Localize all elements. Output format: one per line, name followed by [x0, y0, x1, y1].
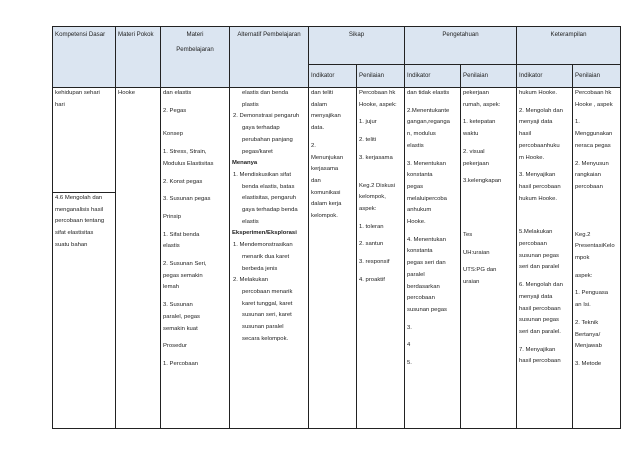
text-line: berbeda jenis: [242, 265, 278, 272]
text-line: 4: [407, 342, 411, 349]
text-line: 3.: [407, 324, 412, 331]
text-line: gangan,regangа: [407, 119, 450, 126]
text-line: hukum Hooke.: [519, 90, 557, 96]
text-line: 3. Susunan pegas: [163, 196, 211, 203]
text-line: 2. visual: [463, 148, 485, 155]
peng-indikator-cell: [405, 88, 461, 429]
text-line: 3. Menyajikan: [519, 172, 556, 179]
text-line: hari: [55, 101, 65, 108]
header-pengetahuan: Pengetahuan: [405, 27, 517, 65]
text-line: mpok: [575, 255, 590, 262]
text-line: suatu bahan: [55, 241, 88, 248]
header-materi-pokok: Materi Pokok: [116, 27, 161, 88]
sikap-indikator-cell: [309, 88, 357, 429]
text-line: dalam kerja: [311, 201, 342, 208]
text-line: hasil percobaan: [519, 358, 561, 365]
text-line: menganalisis hasil: [55, 206, 104, 213]
text-line: 2. Menyusun: [575, 160, 609, 167]
text-line: hukum Hooke.: [519, 195, 557, 202]
text-line: komunikasi: [311, 189, 341, 196]
text-line: dan: [311, 177, 321, 184]
text-line: 2. Mengolah dan: [519, 107, 563, 114]
text-line: pegas: [407, 183, 424, 190]
text-line: 2. Melakukan: [233, 277, 269, 284]
text-line: Prosedur: [163, 343, 187, 350]
alternatif-cell: [230, 88, 309, 429]
text-line: menyaji data: [519, 293, 553, 300]
text-line: menyajikan: [311, 113, 341, 120]
text-line: elastis: [242, 218, 259, 225]
text-line: rangkaian: [575, 172, 601, 179]
text-line: dalam: [311, 101, 328, 108]
text-line: 4. Menentukan: [407, 236, 446, 243]
text-line: konstanta: [407, 248, 433, 255]
text-line: lemah: [163, 284, 180, 291]
text-line: 2.Menentukante: [407, 107, 450, 114]
text-line: aspek:: [575, 272, 593, 279]
text-line: rumah, aspek:: [463, 101, 501, 108]
text-line: secara kelompok.: [242, 335, 289, 342]
text-line: 3. responsif: [359, 259, 390, 266]
text-line: 3.kelengkapan: [463, 178, 502, 185]
section-heading: Eksperimen/Eksplorasi: [232, 230, 297, 237]
text-line: Hooke, aspek:: [359, 101, 397, 108]
text-line: 2. Demonstrasi pengaruh: [233, 113, 300, 120]
text-line: 3. Menentukan: [407, 160, 446, 167]
text-line: menyaji data: [519, 119, 553, 126]
header-keterampilan: Keterampilan: [517, 27, 621, 65]
text-line: 1. Mendemonstrasikan: [233, 242, 293, 249]
text-line: konstanta: [407, 172, 433, 179]
text-line: 1.: [575, 119, 580, 126]
text-line: pekerjaan: [463, 160, 489, 167]
text-line: susunan pegas: [519, 252, 559, 259]
text-line: kehidupan sehari: [55, 90, 100, 96]
text-line: pegas seri dan: [407, 260, 446, 267]
text-line: an Isi.: [575, 302, 591, 309]
text-line: kerjasama: [311, 166, 339, 173]
text-line: 6. Mengolah dan: [519, 282, 563, 289]
text-line: percobaan tentang: [55, 218, 105, 225]
sikap-penilaian-cell: [357, 88, 405, 429]
text-line: 2. Susunan Seri,: [163, 261, 207, 268]
text-line: elastis: [163, 243, 180, 250]
text-line: pegas semakin: [163, 272, 203, 279]
materi-pokok-cell: [116, 88, 161, 429]
text-line: semakin kuat: [163, 325, 198, 332]
text-line: plastis: [242, 101, 259, 108]
text-line: susunan paralel: [242, 324, 284, 331]
section-heading: Menanya: [232, 160, 258, 167]
text-line: hasil: [519, 131, 532, 138]
text-line: 1. Sifat benda: [163, 231, 200, 238]
header-peng-indikator: Indikator: [405, 65, 461, 88]
text-line: Hooke , aspek: [575, 101, 613, 108]
text-line: 3. Susunan: [163, 302, 193, 309]
text-line: 2. teliti: [359, 137, 377, 144]
text-line: Modulus Elastisitas: [163, 160, 214, 167]
text-line: seri dan paralel: [519, 264, 560, 271]
text-line: n, modulus: [407, 131, 436, 138]
text-line: 7. Menyajikan: [519, 346, 556, 353]
text-line: hasil percobaan: [519, 305, 561, 312]
text-line: PresentasiKelo: [575, 243, 615, 250]
text-line: seri dan paralel.: [519, 328, 561, 335]
text-line: 2. Konst pegas: [163, 178, 203, 185]
text-line: paralel, pegas: [163, 313, 201, 320]
text-line: susunan seri, karet: [242, 312, 292, 319]
header-materi-pembelajaran: Materi Pembelajaran: [161, 27, 230, 88]
text-line: 2. Teknik: [575, 319, 599, 326]
text-line: perubahan panjang: [242, 136, 293, 143]
text-line: 4.6 Mengolah dan: [55, 195, 103, 201]
text-line: Percobaan hk: [359, 90, 396, 96]
peng-penilaian-cell: [461, 88, 517, 429]
text-line: benda elastis, batas: [242, 183, 295, 190]
text-line: uraian: [463, 279, 480, 286]
header-kompetensi: Kompetensi Dasar: [53, 27, 116, 88]
text-line: Keg.2 Diskusi: [359, 182, 396, 189]
text-line: kelompok.: [311, 213, 338, 220]
header-ket-indikator: Indikator: [517, 65, 573, 88]
text-line: melaluipercoba: [407, 195, 447, 202]
text-line: 5.Melakukan: [519, 229, 553, 236]
text-line: percobaan: [407, 295, 435, 302]
text-line: percobaan: [519, 241, 547, 248]
text-line: menarik dua karet: [242, 253, 290, 260]
text-line: elastis dan benda: [242, 90, 289, 96]
header-sikap-penilaian: Penilaian: [357, 65, 405, 88]
text-line: anhukum: [407, 207, 432, 214]
text-line: 5.: [407, 360, 412, 367]
header-sikap: Sikap: [309, 27, 405, 65]
text-line: neraca pegas: [575, 142, 611, 149]
text-line: Hooke: [118, 90, 136, 96]
text-line: Menunjukan: [311, 154, 344, 161]
text-line: Hooke.: [407, 219, 426, 226]
header-ket-penilaian: Penilaian: [573, 65, 621, 88]
text-line: 2.: [311, 142, 316, 149]
ket-indikator-cell: [517, 88, 573, 429]
text-line: dan teliti: [311, 90, 333, 96]
text-line: Menjawab: [575, 343, 602, 350]
text-line: gaya terhadap benda: [242, 207, 298, 214]
text-line: kelompok,: [359, 194, 386, 201]
text-line: 4. proaktif: [359, 276, 385, 283]
text-line: pekerjaan: [463, 90, 489, 96]
text-line: berdasarkan: [407, 283, 440, 290]
text-line: UH:uraian: [463, 249, 490, 256]
text-line: percobaanhuku: [519, 142, 560, 149]
text-line: elastis: [407, 142, 424, 149]
text-line: 1. Mendiskusikan sifat: [233, 171, 291, 178]
text-line: elastisitas, pengaruh: [242, 195, 297, 202]
text-line: paralel: [407, 271, 425, 278]
text-line: Tes: [463, 231, 473, 238]
header-sikap-indikator: Indikator: [309, 65, 357, 88]
text-line: waktu: [463, 131, 479, 138]
text-line: sifat elastisitas: [55, 230, 94, 237]
text-line: dan elastis: [163, 90, 192, 96]
text-line: 1. Penguasa: [575, 290, 609, 297]
text-line: karet tunggal, karet: [242, 300, 293, 307]
text-line: percobaan: [575, 183, 603, 190]
text-line: Prinsip: [163, 213, 182, 220]
text-line: 2. Pegas: [163, 107, 187, 114]
materi-pembelajaran-cell: [161, 88, 230, 429]
text-line: m Hooke.: [519, 154, 545, 161]
text-line: Percobaan hk: [575, 90, 612, 96]
text-line: gaya terhadap: [242, 125, 280, 132]
kompetensi-cell-top: [53, 88, 116, 193]
text-line: dan tidak elastis: [407, 90, 450, 96]
text-line: 3. kerjasama: [359, 154, 393, 161]
ket-penilaian-cell: [573, 88, 621, 429]
text-line: 2. santun: [359, 241, 384, 248]
text-line: susunan pegas: [519, 317, 559, 324]
text-line: percobaan menarik: [242, 288, 293, 295]
text-line: susunan pegas: [407, 306, 447, 313]
text-line: 1. Stress, Strain,: [163, 149, 207, 156]
text-line: hasil percobaan: [519, 183, 561, 190]
text-line: Keg.2: [575, 231, 591, 238]
rpp-table: [52, 26, 621, 429]
text-line: 1. Percobaan: [163, 360, 199, 367]
text-line: 1. jujur: [359, 119, 377, 126]
text-line: pegas/karet: [242, 148, 273, 155]
text-line: 3. Metode: [575, 360, 602, 367]
text-line: Konsep: [163, 131, 183, 138]
text-line: data.: [311, 125, 325, 132]
header-peng-penilaian: Penilaian: [461, 65, 517, 88]
text-line: Bertanya/: [575, 331, 601, 338]
text-line: UTS:PG dan: [463, 267, 497, 274]
kompetensi-cell-bottom: [53, 193, 116, 429]
header-alternatif: Alternatif Pembelajaran: [230, 27, 309, 88]
text-line: 1. toleran: [359, 223, 384, 230]
text-line: aspek:: [359, 205, 377, 212]
text-line: 1. ketepatan: [463, 119, 496, 126]
text-line: Menggunakan: [575, 131, 613, 138]
